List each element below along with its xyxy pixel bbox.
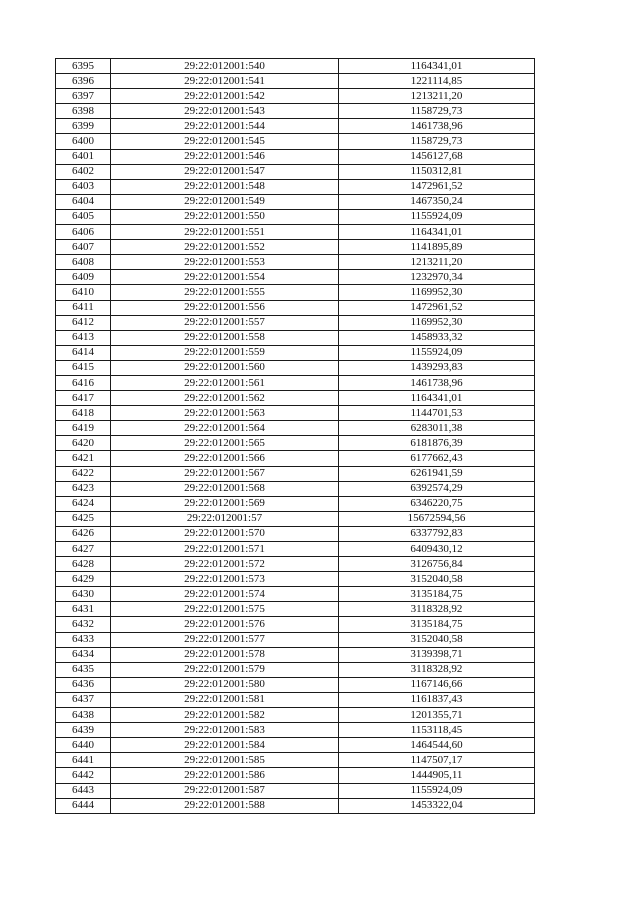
cadastral-value-cell: 1150312,81: [339, 164, 535, 179]
row-number-cell: 6409: [56, 270, 111, 285]
cadastral-number-cell: 29:22:012001:542: [111, 89, 339, 104]
row-number-cell: 6430: [56, 587, 111, 602]
table-row: [56, 375, 535, 390]
row-number-cell: 6396: [56, 74, 111, 89]
table-row: [56, 330, 535, 345]
row-number-cell: 6427: [56, 542, 111, 557]
row-number-cell: 6417: [56, 391, 111, 406]
cadastral-number-cell: 29:22:012001:562: [111, 391, 339, 406]
cadastral-number-cell: 29:22:012001:579: [111, 662, 339, 677]
table-row: [56, 391, 535, 406]
row-number-cell: 6402: [56, 164, 111, 179]
row-number-cell: 6416: [56, 375, 111, 390]
table-row: [56, 74, 535, 89]
row-number-cell: 6439: [56, 723, 111, 738]
cadastral-number-cell: 29:22:012001:565: [111, 436, 339, 451]
cadastral-number-cell: 29:22:012001:573: [111, 572, 339, 587]
cadastral-value-cell: 1167146,66: [339, 677, 535, 692]
cadastral-value-cell: 1147507,17: [339, 753, 535, 768]
table-row: [56, 602, 535, 617]
cadastral-value-cell: 1153118,45: [339, 723, 535, 738]
cadastral-value-table: [55, 58, 535, 814]
row-number-cell: 6435: [56, 662, 111, 677]
cadastral-value-cell: 1144701,53: [339, 406, 535, 421]
table-row: [56, 209, 535, 224]
cadastral-number-cell: 29:22:012001:574: [111, 587, 339, 602]
cadastral-number-cell: 29:22:012001:551: [111, 225, 339, 240]
table-row: [56, 164, 535, 179]
cadastral-value-cell: 1164341,01: [339, 391, 535, 406]
row-number-cell: 6406: [56, 225, 111, 240]
table-row: [56, 692, 535, 707]
table-row: [56, 572, 535, 587]
table-row: [56, 270, 535, 285]
row-number-cell: 6404: [56, 194, 111, 209]
cadastral-number-cell: 29:22:012001:543: [111, 104, 339, 119]
cadastral-value-cell: 3135184,75: [339, 617, 535, 632]
cadastral-value-cell: 1169952,30: [339, 285, 535, 300]
table-row: [56, 738, 535, 753]
table-row: [56, 104, 535, 119]
row-number-cell: 6426: [56, 526, 111, 541]
cadastral-number-cell: 29:22:012001:540: [111, 59, 339, 74]
table-row: [56, 451, 535, 466]
cadastral-number-cell: 29:22:012001:547: [111, 164, 339, 179]
cadastral-number-cell: 29:22:012001:57: [111, 511, 339, 526]
table-row: [56, 783, 535, 798]
cadastral-number-cell: 29:22:012001:557: [111, 315, 339, 330]
table-row: [56, 617, 535, 632]
row-number-cell: 6438: [56, 708, 111, 723]
cadastral-number-cell: 29:22:012001:555: [111, 285, 339, 300]
cadastral-value-cell: 3152040,58: [339, 572, 535, 587]
cadastral-value-cell: 6337792,83: [339, 526, 535, 541]
table-row: [56, 119, 535, 134]
table-row: [56, 360, 535, 375]
row-number-cell: 6444: [56, 798, 111, 813]
cadastral-number-cell: 29:22:012001:566: [111, 451, 339, 466]
row-number-cell: 6441: [56, 753, 111, 768]
cadastral-value-cell: 1155924,09: [339, 783, 535, 798]
cadastral-value-cell: 1155924,09: [339, 345, 535, 360]
row-number-cell: 6422: [56, 466, 111, 481]
row-number-cell: 6432: [56, 617, 111, 632]
table-row: [56, 768, 535, 783]
table-row: [56, 511, 535, 526]
cadastral-value-cell: 6177662,43: [339, 451, 535, 466]
cadastral-value-cell: 1464544,60: [339, 738, 535, 753]
cadastral-value-cell: 6261941,59: [339, 466, 535, 481]
cadastral-number-cell: 29:22:012001:556: [111, 300, 339, 315]
table-row: [56, 300, 535, 315]
cadastral-value-cell: 1461738,96: [339, 375, 535, 390]
cadastral-number-cell: 29:22:012001:559: [111, 345, 339, 360]
cadastral-value-cell: 1444905,11: [339, 768, 535, 783]
cadastral-number-cell: 29:22:012001:586: [111, 768, 339, 783]
row-number-cell: 6420: [56, 436, 111, 451]
table-row: [56, 526, 535, 541]
cadastral-number-cell: 29:22:012001:549: [111, 194, 339, 209]
cadastral-value-cell: 1472961,52: [339, 179, 535, 194]
row-number-cell: 6429: [56, 572, 111, 587]
cadastral-number-cell: 29:22:012001:553: [111, 255, 339, 270]
row-number-cell: 6443: [56, 783, 111, 798]
cadastral-value-cell: 1201355,71: [339, 708, 535, 723]
cadastral-number-cell: 29:22:012001:564: [111, 421, 339, 436]
cadastral-number-cell: 29:22:012001:587: [111, 783, 339, 798]
cadastral-value-cell: 1158729,73: [339, 104, 535, 119]
table-row: [56, 723, 535, 738]
row-number-cell: 6412: [56, 315, 111, 330]
row-number-cell: 6425: [56, 511, 111, 526]
cadastral-number-cell: 29:22:012001:578: [111, 647, 339, 662]
cadastral-value-cell: 1232970,34: [339, 270, 535, 285]
cadastral-number-cell: 29:22:012001:583: [111, 723, 339, 738]
cadastral-value-cell: 1467350,24: [339, 194, 535, 209]
table-row: [56, 798, 535, 813]
cadastral-number-cell: 29:22:012001:561: [111, 375, 339, 390]
table-row: [56, 436, 535, 451]
cadastral-value-cell: 1155924,09: [339, 209, 535, 224]
cadastral-number-cell: 29:22:012001:567: [111, 466, 339, 481]
row-number-cell: 6405: [56, 209, 111, 224]
cadastral-number-cell: 29:22:012001:554: [111, 270, 339, 285]
table-row: [56, 149, 535, 164]
cadastral-value-cell: 1472961,52: [339, 300, 535, 315]
table-row: [56, 421, 535, 436]
cadastral-value-cell: 3118328,92: [339, 662, 535, 677]
cadastral-number-cell: 29:22:012001:560: [111, 360, 339, 375]
table-row: [56, 255, 535, 270]
cadastral-value-cell: 3135184,75: [339, 587, 535, 602]
table-row: [56, 240, 535, 255]
cadastral-number-cell: 29:22:012001:580: [111, 677, 339, 692]
row-number-cell: 6440: [56, 738, 111, 753]
cadastral-value-cell: 1458933,32: [339, 330, 535, 345]
cadastral-value-cell: 3152040,58: [339, 632, 535, 647]
row-number-cell: 6434: [56, 647, 111, 662]
row-number-cell: 6424: [56, 496, 111, 511]
row-number-cell: 6423: [56, 481, 111, 496]
row-number-cell: 6411: [56, 300, 111, 315]
table-row: [56, 662, 535, 677]
cadastral-value-cell: 1141895,89: [339, 240, 535, 255]
cadastral-number-cell: 29:22:012001:581: [111, 692, 339, 707]
cadastral-value-cell: 6283011,38: [339, 421, 535, 436]
row-number-cell: 6442: [56, 768, 111, 783]
table-row: [56, 225, 535, 240]
cadastral-number-cell: 29:22:012001:575: [111, 602, 339, 617]
cadastral-value-cell: 3126756,84: [339, 557, 535, 572]
cadastral-number-cell: 29:22:012001:545: [111, 134, 339, 149]
row-number-cell: 6401: [56, 149, 111, 164]
cadastral-number-cell: 29:22:012001:552: [111, 240, 339, 255]
cadastral-value-cell: 3118328,92: [339, 602, 535, 617]
row-number-cell: 6437: [56, 692, 111, 707]
cadastral-number-cell: 29:22:012001:584: [111, 738, 339, 753]
cadastral-value-cell: 6409430,12: [339, 542, 535, 557]
row-number-cell: 6408: [56, 255, 111, 270]
table-row: [56, 345, 535, 360]
table-row: [56, 315, 535, 330]
row-number-cell: 6399: [56, 119, 111, 134]
table-row: [56, 557, 535, 572]
row-number-cell: 6397: [56, 89, 111, 104]
row-number-cell: 6433: [56, 632, 111, 647]
table-row: [56, 587, 535, 602]
cadastral-value-cell: 6392574,29: [339, 481, 535, 496]
cadastral-number-cell: 29:22:012001:558: [111, 330, 339, 345]
cadastral-number-cell: 29:22:012001:585: [111, 753, 339, 768]
cadastral-number-cell: 29:22:012001:568: [111, 481, 339, 496]
cadastral-number-cell: 29:22:012001:541: [111, 74, 339, 89]
row-number-cell: 6403: [56, 179, 111, 194]
table-body: [56, 59, 535, 814]
row-number-cell: 6431: [56, 602, 111, 617]
cadastral-value-cell: 1456127,68: [339, 149, 535, 164]
cadastral-value-cell: 1461738,96: [339, 119, 535, 134]
cadastral-number-cell: 29:22:012001:577: [111, 632, 339, 647]
cadastral-value-cell: 3139398,71: [339, 647, 535, 662]
cadastral-value-cell: 1213211,20: [339, 255, 535, 270]
cadastral-value-cell: 1213211,20: [339, 89, 535, 104]
cadastral-number-cell: 29:22:012001:571: [111, 542, 339, 557]
table-row: [56, 632, 535, 647]
cadastral-number-cell: 29:22:012001:546: [111, 149, 339, 164]
table-row: [56, 194, 535, 209]
cadastral-value-cell: 1164341,01: [339, 59, 535, 74]
cadastral-number-cell: 29:22:012001:544: [111, 119, 339, 134]
row-number-cell: 6398: [56, 104, 111, 119]
row-number-cell: 6421: [56, 451, 111, 466]
row-number-cell: 6419: [56, 421, 111, 436]
table-row: [56, 89, 535, 104]
table-row: [56, 179, 535, 194]
row-number-cell: 6400: [56, 134, 111, 149]
cadastral-value-cell: 6346220,75: [339, 496, 535, 511]
table-row: [56, 134, 535, 149]
cadastral-value-cell: 1161837,43: [339, 692, 535, 707]
cadastral-value-cell: 1453322,04: [339, 798, 535, 813]
cadastral-value-cell: 1439293,83: [339, 360, 535, 375]
row-number-cell: 6395: [56, 59, 111, 74]
cadastral-number-cell: 29:22:012001:570: [111, 526, 339, 541]
cadastral-number-cell: 29:22:012001:576: [111, 617, 339, 632]
cadastral-value-cell: 1221114,85: [339, 74, 535, 89]
table-row: [56, 753, 535, 768]
cadastral-number-cell: 29:22:012001:572: [111, 557, 339, 572]
row-number-cell: 6436: [56, 677, 111, 692]
cadastral-value-cell: 6181876,39: [339, 436, 535, 451]
table-row: [56, 677, 535, 692]
cadastral-number-cell: 29:22:012001:548: [111, 179, 339, 194]
cadastral-number-cell: 29:22:012001:588: [111, 798, 339, 813]
table-row: [56, 647, 535, 662]
table-row: [56, 406, 535, 421]
cadastral-value-cell: 1164341,01: [339, 225, 535, 240]
row-number-cell: 6414: [56, 345, 111, 360]
cadastral-value-cell: 15672594,56: [339, 511, 535, 526]
row-number-cell: 6415: [56, 360, 111, 375]
row-number-cell: 6407: [56, 240, 111, 255]
table-row: [56, 285, 535, 300]
table-row: [56, 542, 535, 557]
table-row: [56, 466, 535, 481]
row-number-cell: 6413: [56, 330, 111, 345]
cadastral-number-cell: 29:22:012001:569: [111, 496, 339, 511]
table-row: [56, 481, 535, 496]
row-number-cell: 6410: [56, 285, 111, 300]
table-row: [56, 708, 535, 723]
table-row: [56, 496, 535, 511]
cadastral-value-cell: 1158729,73: [339, 134, 535, 149]
table-row: [56, 59, 535, 74]
cadastral-number-cell: 29:22:012001:563: [111, 406, 339, 421]
cadastral-value-cell: 1169952,30: [339, 315, 535, 330]
row-number-cell: 6428: [56, 557, 111, 572]
row-number-cell: 6418: [56, 406, 111, 421]
cadastral-number-cell: 29:22:012001:582: [111, 708, 339, 723]
cadastral-number-cell: 29:22:012001:550: [111, 209, 339, 224]
